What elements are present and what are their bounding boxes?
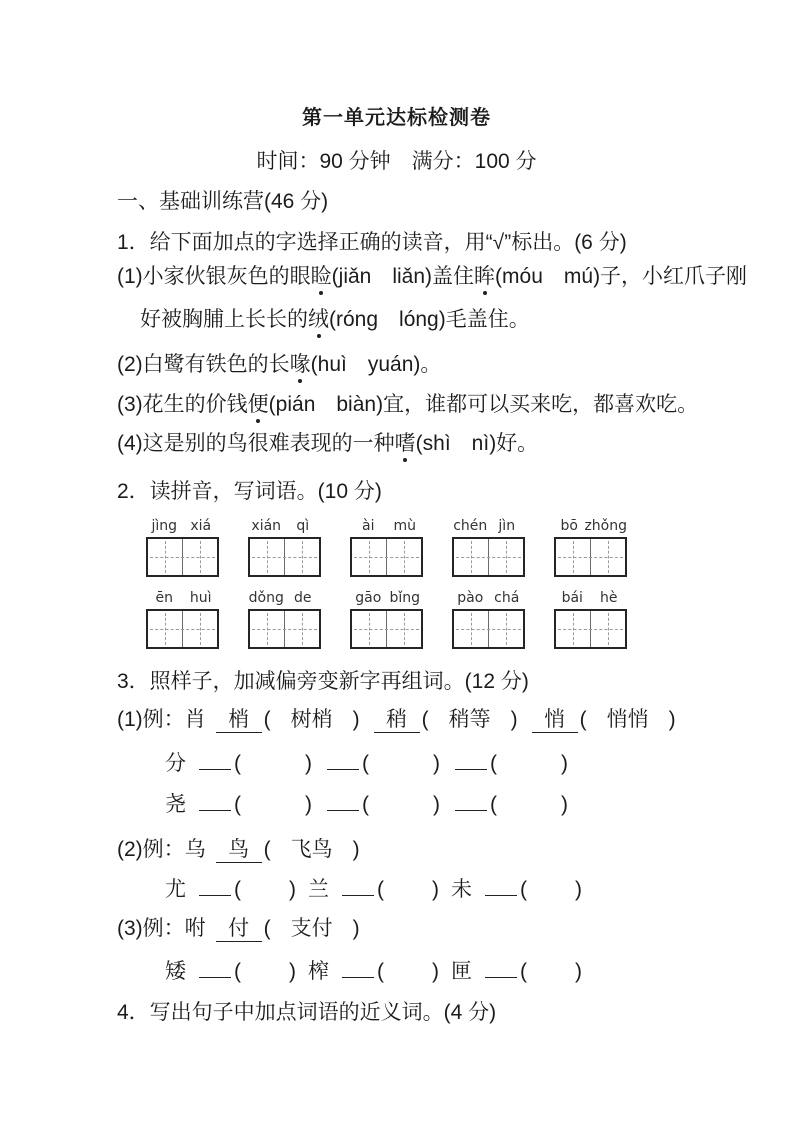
answer-space[interactable] [241, 957, 289, 978]
answer-blank[interactable] [199, 789, 231, 811]
grid-cell[interactable] [284, 539, 319, 575]
q1-title: 1．给下面加点的字选择正确的读音，用“√”标出。(6 分) [117, 231, 627, 254]
q3-part3-example [117, 915, 372, 943]
pinyin-syllable: huì [189, 590, 212, 606]
grid-cell[interactable] [488, 611, 523, 647]
paren-open: ( [377, 960, 384, 983]
grid-cell[interactable] [454, 539, 488, 575]
example-label: (2)例：乌 [117, 838, 206, 861]
paren-close: ) [433, 752, 440, 775]
example-char: 付 [216, 917, 262, 942]
pinyin-word-unit [248, 517, 321, 577]
pinyin-syllable: ài [362, 518, 375, 534]
answer-group [451, 960, 582, 983]
text-segment: (4)这是别的鸟很难表现的一种 [117, 432, 395, 455]
writing-grid[interactable] [350, 609, 423, 649]
pinyin-label [248, 517, 321, 536]
paren-open: ( [263, 708, 271, 731]
pinyin-word-unit [554, 589, 627, 649]
grid-cell[interactable] [556, 539, 590, 575]
example-char: 悄 [532, 708, 578, 733]
example-word: 稍等 [448, 708, 491, 731]
grid-cell[interactable] [590, 539, 625, 575]
paren-open: ( [263, 838, 271, 861]
paren-close: ) [561, 752, 568, 775]
writing-grid[interactable] [452, 537, 525, 577]
answer-space[interactable] [527, 875, 575, 896]
example-group [530, 708, 676, 731]
paren-open: ( [234, 793, 241, 816]
pinyin-options: (shì nì)好。 [415, 432, 539, 455]
pinyin-label [554, 517, 627, 536]
text-segment: (2)白鹭有铁色的长 [117, 353, 290, 376]
dotted-char: 嗜 [395, 430, 416, 458]
text-segment: (1)小家伙银灰色的眼 [117, 265, 311, 288]
source-char: 尧 [165, 793, 186, 816]
writing-grid[interactable] [146, 537, 219, 577]
example-label: (1)例：肖 [117, 708, 206, 731]
answer-blank[interactable] [327, 789, 359, 811]
pinyin-syllable: bǐng [389, 590, 421, 606]
paren-close: ) [305, 752, 312, 775]
pinyin-grid-row-1 [146, 517, 627, 577]
grid-cell[interactable] [352, 539, 386, 575]
answer-space[interactable] [241, 749, 305, 770]
source-char: 尤 [165, 878, 186, 901]
pinyin-word-unit [146, 517, 219, 577]
answer-group [308, 960, 439, 983]
answer-space[interactable] [241, 875, 289, 896]
paren-close: ) [561, 793, 568, 816]
answer-blank[interactable] [455, 789, 487, 811]
answer-space[interactable] [497, 749, 561, 770]
grid-cell[interactable] [590, 611, 625, 647]
pinyin-label [350, 517, 423, 536]
q3-title: 3．照样子，加减偏旁变新字再组词。(12 分) [117, 670, 529, 693]
pinyin-word-unit [554, 517, 627, 577]
source-char: 兰 [308, 878, 329, 901]
grid-cell[interactable] [148, 611, 182, 647]
answer-group [452, 752, 568, 775]
q3-part3-row [165, 956, 594, 986]
text-segment: 好被胸脯上长长的 [140, 308, 308, 331]
example-char: 稍 [374, 708, 420, 733]
pinyin-label [452, 517, 525, 536]
answer-blank[interactable] [199, 956, 231, 978]
pinyin-word-unit [248, 589, 321, 649]
writing-grid[interactable] [554, 537, 627, 577]
pinyin-word-unit [350, 517, 423, 577]
pinyin-syllable: jìng [151, 518, 178, 534]
grid-cell[interactable] [148, 539, 182, 575]
answer-group [324, 793, 440, 816]
grid-cell[interactable] [556, 611, 590, 647]
grid-cell[interactable] [386, 539, 421, 575]
answer-space[interactable] [241, 790, 305, 811]
answer-space[interactable] [497, 790, 561, 811]
paren-close: ) [510, 708, 518, 731]
pinyin-word-unit [452, 517, 525, 577]
writing-grid[interactable] [146, 609, 219, 649]
source-char: 榨 [308, 960, 329, 983]
paren-close: ) [289, 960, 296, 983]
pinyin-label [146, 517, 219, 536]
paren-close: ) [432, 878, 439, 901]
pinyin-label [248, 589, 321, 608]
pinyin-syllable: pào [457, 590, 484, 606]
q1-item-1-line-2 [140, 306, 530, 334]
answer-space[interactable] [369, 749, 433, 770]
pinyin-label [452, 589, 525, 608]
pinyin-syllable: chá [494, 590, 520, 606]
grid-cell[interactable] [182, 611, 217, 647]
pinyin-word-unit [350, 589, 423, 649]
q1-item-3 [117, 391, 698, 419]
paren-open: ( [362, 752, 369, 775]
paren-open: ( [234, 752, 241, 775]
pinyin-syllable: bái [561, 590, 583, 606]
pinyin-word-unit [146, 589, 219, 649]
paren-open: ( [263, 917, 271, 940]
writing-grid[interactable] [248, 609, 321, 649]
answer-group [165, 960, 296, 983]
answer-group [196, 793, 312, 816]
pinyin-label [350, 589, 423, 608]
q3-part2-row [165, 874, 594, 904]
pinyin-word-unit [452, 589, 525, 649]
grid-cell[interactable] [250, 539, 284, 575]
grid-cell[interactable] [386, 611, 421, 647]
dotted-char: 睑 [311, 263, 332, 291]
example-word: 支付 [290, 917, 333, 940]
paren-open: ( [490, 793, 497, 816]
paren-close: ) [575, 878, 582, 901]
paren-close: ) [432, 960, 439, 983]
source-char: 未 [451, 878, 472, 901]
dotted-char: 喙 [290, 351, 311, 379]
q1-item-2 [117, 351, 441, 379]
q1-item-1-line-1 [117, 263, 747, 291]
pinyin-syllable: hè [600, 590, 618, 606]
paren-open: ( [490, 752, 497, 775]
paren-open: ( [520, 878, 527, 901]
paren-open: ( [234, 960, 241, 983]
exam-meta: 时间：90 分钟 满分：100 分 [256, 150, 537, 173]
paren-close: ) [575, 960, 582, 983]
answer-blank[interactable] [485, 956, 517, 978]
answer-group [452, 793, 568, 816]
writing-grid[interactable] [248, 537, 321, 577]
answer-blank[interactable] [199, 748, 231, 770]
pinyin-label [146, 589, 219, 608]
q3-part1-row2 [165, 789, 580, 819]
dotted-char: 绒 [308, 306, 329, 334]
pinyin-syllable: mù [393, 518, 416, 534]
q1-item-4 [117, 430, 538, 458]
answer-group [324, 752, 440, 775]
paren-close: ) [352, 917, 360, 940]
pinyin-options: (pián biàn)宜，谁都可以买来吃，都喜欢吃。 [268, 393, 699, 416]
writing-grid[interactable] [554, 609, 627, 649]
pinyin-syllable: dǒng [248, 590, 284, 606]
pinyin-syllable: gāo [355, 590, 382, 606]
example-group [372, 708, 518, 731]
paren-open: ( [421, 708, 429, 731]
paren-close: ) [433, 793, 440, 816]
q4-title: 4．写出句子中加点词语的近义词。(4 分) [117, 1001, 497, 1024]
grid-cell[interactable] [182, 539, 217, 575]
paren-close: ) [668, 708, 676, 731]
example-group [214, 838, 360, 861]
writing-grid[interactable] [452, 609, 525, 649]
pinyin-syllable: jìn [498, 518, 516, 534]
example-char: 鸟 [216, 838, 262, 863]
pinyin-syllable: ēn [155, 590, 173, 606]
q2-title: 2．读拼音，写词语。(10 分) [117, 480, 382, 503]
example-word: 飞鸟 [290, 838, 333, 861]
grid-cell[interactable] [352, 611, 386, 647]
answer-blank[interactable] [199, 874, 231, 896]
pinyin-syllable: xián [251, 518, 282, 534]
answer-group [451, 878, 582, 901]
answer-blank[interactable] [342, 956, 374, 978]
example-word: 树梢 [290, 708, 333, 731]
pinyin-options: (jiǎn liǎn)盖住 [331, 265, 475, 288]
q3-part1-row1 [165, 748, 580, 778]
pinyin-grid-row-2 [146, 589, 627, 649]
writing-grid[interactable] [350, 537, 423, 577]
example-label: (3)例：咐 [117, 917, 206, 940]
answer-space[interactable] [369, 790, 433, 811]
answer-group [165, 878, 296, 901]
dotted-char: 眸 [474, 263, 495, 291]
paren-open: ( [579, 708, 587, 731]
answer-blank[interactable] [342, 874, 374, 896]
pinyin-label [554, 589, 627, 608]
source-char: 匣 [451, 960, 472, 983]
grid-cell[interactable] [488, 539, 523, 575]
text-segment: (móu mú)子，小红爪子刚 [495, 265, 748, 288]
answer-space[interactable] [527, 957, 575, 978]
paren-open: ( [362, 793, 369, 816]
answer-space[interactable] [384, 875, 432, 896]
example-word: 悄悄 [606, 708, 649, 731]
page-title: 第一单元达标检测卷 [302, 107, 491, 129]
paren-open: ( [520, 960, 527, 983]
q3-part1-example [117, 706, 688, 734]
pinyin-options: (róng lóng)毛盖住。 [329, 308, 530, 331]
pinyin-options: (huì yuán)。 [310, 353, 442, 376]
pinyin-syllable: qì [296, 518, 310, 534]
dotted-char: 便 [248, 391, 269, 419]
answer-group [196, 752, 312, 775]
pinyin-syllable: chén [453, 518, 488, 534]
answer-space[interactable] [384, 957, 432, 978]
grid-cell[interactable] [284, 611, 319, 647]
paren-close: ) [352, 708, 360, 731]
source-char: 分 [165, 752, 186, 775]
paren-open: ( [377, 878, 384, 901]
paren-close: ) [289, 878, 296, 901]
example-group [214, 917, 360, 940]
q3-part2-example [117, 836, 372, 864]
text-segment: (3)花生的价钱 [117, 393, 248, 416]
answer-blank[interactable] [485, 874, 517, 896]
grid-cell[interactable] [454, 611, 488, 647]
pinyin-syllable: bō [560, 518, 578, 534]
paren-close: ) [352, 838, 360, 861]
answer-blank[interactable] [327, 748, 359, 770]
paren-open: ( [234, 878, 241, 901]
grid-cell[interactable] [250, 611, 284, 647]
example-char: 梢 [216, 708, 262, 733]
paren-close: ) [305, 793, 312, 816]
answer-blank[interactable] [455, 748, 487, 770]
pinyin-syllable: zhǒng [584, 518, 627, 534]
example-group [214, 708, 360, 731]
answer-group [308, 878, 439, 901]
section-1-heading: 一、基础训练营(46 分) [117, 190, 329, 213]
source-char: 矮 [165, 960, 186, 983]
pinyin-syllable: de [294, 590, 312, 606]
pinyin-syllable: xiá [190, 518, 212, 534]
